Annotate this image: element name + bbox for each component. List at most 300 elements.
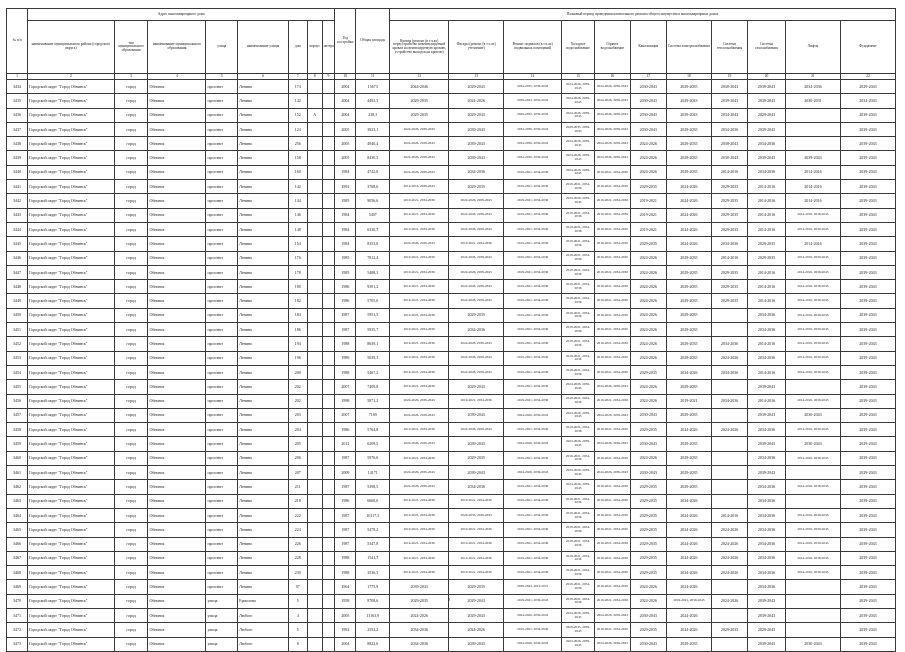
table-cell: Обнинск xyxy=(148,408,206,422)
table-cell: 2007 xyxy=(335,380,356,394)
table-cell: Обнинск xyxy=(148,280,206,294)
table-cell: Ленина xyxy=(238,194,289,208)
table-cell: город xyxy=(114,494,148,508)
table-cell: 2024-2026, 2039-2043 xyxy=(449,351,504,365)
table-row xyxy=(7,466,896,480)
table-cell: Городской округ "Город Обнинск" xyxy=(28,594,115,608)
column-number: 3 xyxy=(114,74,148,80)
table-cell: Городской округ "Город Обнинск" xyxy=(28,251,115,265)
table-cell: 2024-2026, 2039-2043 xyxy=(390,466,449,480)
table-cell xyxy=(307,608,322,622)
table-cell: 2034-2043 xyxy=(712,108,748,122)
column-number: 17 xyxy=(630,74,666,80)
table-cell: 2029-2035 xyxy=(747,237,785,251)
table-cell: 200 xyxy=(288,365,307,379)
table-row xyxy=(7,351,896,365)
table-cell xyxy=(307,637,322,651)
table-cell xyxy=(322,323,335,337)
table-cell: 2030-2043 xyxy=(630,408,666,422)
table-cell xyxy=(307,523,322,537)
column-number: 8 xyxy=(307,74,322,80)
table-cell: 2019-2021, 2034-2036 xyxy=(562,351,595,365)
table-cell: 2030-2043 xyxy=(630,108,666,122)
table-cell: 3434 xyxy=(7,80,28,94)
table-cell xyxy=(785,122,840,136)
table-cell: Ленина xyxy=(238,408,289,422)
table-cell: 2039-2043 xyxy=(840,365,895,379)
column-number: 1 xyxy=(7,74,28,80)
table-cell xyxy=(322,337,335,351)
table-cell: Городской округ "Город Обнинск" xyxy=(28,537,115,551)
table-cell: 2030-2043 xyxy=(630,80,666,94)
table-cell: 2029-2035 xyxy=(666,480,711,494)
table-cell xyxy=(322,208,335,222)
table-cell: Городской округ "Город Обнинск" xyxy=(28,551,115,565)
table-cell: Обнинск xyxy=(148,294,206,308)
table-cell: Ленина xyxy=(238,208,289,222)
table-cell: 2009 xyxy=(335,466,356,480)
table-cell: Городской округ "Город Обнинск" xyxy=(28,137,115,151)
table-cell: 2039-2043 xyxy=(747,594,785,608)
table-cell: 2044-2046 xyxy=(390,80,449,94)
table-cell: 2019-2021, 2034-2036 xyxy=(594,265,630,279)
table-cell: Обнинск xyxy=(148,608,206,622)
table-cell: город xyxy=(114,237,148,251)
table-cell: 3444 xyxy=(7,222,28,236)
table-cell: 2019-2021, 2034-2036 xyxy=(390,451,449,465)
table-row xyxy=(7,408,896,422)
table-cell xyxy=(307,480,322,494)
table-cell: 2019-2021 xyxy=(666,394,711,408)
table-cell: 2019-2021, 2034-2036 xyxy=(390,194,449,208)
table-cell xyxy=(307,294,322,308)
table-cell: Городской округ "Город Обнинск" xyxy=(28,94,115,108)
table-cell: 2019-2021, 2034-2036 xyxy=(594,551,630,565)
table-cell xyxy=(322,380,335,394)
table-cell: 97 xyxy=(288,580,307,594)
table-cell: 2019-2021, 2034-2036 xyxy=(562,537,595,551)
table-cell: 1958 xyxy=(335,594,356,608)
table-cell: 2029-2043 xyxy=(449,380,504,394)
table-cell: 2019-2021, 2034-2036 xyxy=(562,294,595,308)
table-cell: Обнинск xyxy=(148,466,206,480)
table-cell: 5976,6 xyxy=(356,451,390,465)
table-row xyxy=(7,437,896,451)
table-cell: Ленина xyxy=(238,137,289,151)
column-header: наименование муниципального района (городского округа) xyxy=(28,21,115,74)
table-cell xyxy=(307,251,322,265)
column-header: Фундамент xyxy=(840,21,895,74)
table-cell: 2024-2026, 2039-2043 xyxy=(449,365,504,379)
table-cell: 2039-2043 xyxy=(840,623,895,637)
table-cell: 2029-2043 xyxy=(747,623,785,637)
table-cell: Городской округ "Город Обнинск" xyxy=(28,523,115,537)
table-cell: 152 xyxy=(288,108,307,122)
table-cell: город xyxy=(114,151,148,165)
table-cell: Городской округ "Город Обнинск" xyxy=(28,122,115,136)
table-row xyxy=(7,508,896,522)
table-cell: 142 xyxy=(288,180,307,194)
table-cell: 2014-2016, 2039-2043 xyxy=(785,394,840,408)
table-cell: 2024-2026 xyxy=(449,623,504,637)
table-cell xyxy=(322,351,335,365)
table-cell: 2024-2026 xyxy=(712,566,748,580)
table-cell xyxy=(322,237,335,251)
table-cell: Городской округ "Город Обнинск" xyxy=(28,508,115,522)
table-cell: 2019-2021, 2034-2036 xyxy=(594,194,630,208)
table-row xyxy=(7,180,896,194)
table-cell: 1988 xyxy=(335,365,356,379)
table-cell xyxy=(307,551,322,565)
table-cell xyxy=(307,80,322,94)
table-cell: 1541,7 xyxy=(356,551,390,565)
table-cell: Ленина xyxy=(238,394,289,408)
column-number: 19 xyxy=(712,74,748,80)
table-cell: 2014-2016, 2039-2043 xyxy=(785,537,840,551)
table-cell: 2039-2043 xyxy=(840,265,895,279)
table-cell: 2030-2043 xyxy=(712,80,748,94)
table-cell: 2039-2043 xyxy=(840,508,895,522)
table-cell: Ермолова xyxy=(238,594,289,608)
table-cell xyxy=(712,451,748,465)
column-header: Ремонт подвалов (в т.ч.ах) подвальных помещений xyxy=(504,21,562,74)
table-cell: 2024-2026, 2039-2043 xyxy=(390,394,449,408)
table-cell: 2034-2036 xyxy=(712,394,748,408)
table-cell: 2034-2035, 2039-2043 xyxy=(504,80,562,94)
column-number: 5 xyxy=(206,74,238,80)
table-cell: 3447 xyxy=(7,265,28,279)
table-cell: 2024-2026 xyxy=(630,137,666,151)
table-cell: 2019-2021, 2034-2036 xyxy=(594,251,630,265)
table-cell: 178 xyxy=(288,265,307,279)
table-cell xyxy=(322,194,335,208)
table-cell: Городской округ "Город Обнинск" xyxy=(28,80,115,94)
table-cell: проспект xyxy=(206,194,238,208)
table-cell: Ленина xyxy=(238,351,289,365)
table-cell xyxy=(322,537,335,551)
table-cell: 2005 xyxy=(335,608,356,622)
table-cell: Обнинск xyxy=(148,566,206,580)
table-cell: 1985 xyxy=(335,265,356,279)
column-header: Лифты xyxy=(785,21,840,74)
table-cell: Городской округ "Город Обнинск" xyxy=(28,623,115,637)
column-header: Система электроснабжения xyxy=(666,21,711,74)
table-cell: город xyxy=(114,80,148,94)
table-cell: 2024-2026, 2039-2043 xyxy=(562,194,595,208)
table-cell xyxy=(307,237,322,251)
table-cell xyxy=(307,323,322,337)
table-cell: 3440 xyxy=(7,165,28,179)
table-cell: 3450 xyxy=(7,308,28,322)
table-cell: 2029-2035 xyxy=(630,365,666,379)
table-cell: 1998 xyxy=(335,394,356,408)
table-cell: 5408,3 xyxy=(356,265,390,279)
table-cell: проспект xyxy=(206,237,238,251)
table-cell: 2024-2026, 2039-2043 xyxy=(594,108,630,122)
table-cell: 3461 xyxy=(7,466,28,480)
column-header: Кровля (ремонт (в т.ч.ах) переустройство невентилируемой кровли на вентилируемую кровлю, устройство выходов на кровлю) xyxy=(390,21,449,74)
table-cell: Городской округ "Город Обнинск" xyxy=(28,180,115,194)
table-cell xyxy=(322,294,335,308)
table-row xyxy=(7,523,896,537)
table-cell: 2024-2026 xyxy=(666,551,711,565)
table-cell: 2029-2035 xyxy=(666,351,711,365)
table-cell: Ленина xyxy=(238,251,289,265)
table-cell xyxy=(322,108,335,122)
table-cell: 202 xyxy=(288,380,307,394)
table-cell: Любого xyxy=(238,623,289,637)
table-cell: 3441 xyxy=(7,180,28,194)
table-cell: 202 xyxy=(288,394,307,408)
table-row xyxy=(7,165,896,179)
table-cell: 1988 xyxy=(335,566,356,580)
table-cell: 1987 xyxy=(335,508,356,522)
table-cell: 1987 xyxy=(335,323,356,337)
table-cell: 1985 xyxy=(335,194,356,208)
table-cell: 3462 xyxy=(7,480,28,494)
table-cell: 2029-2032, 2039-2043 xyxy=(504,108,562,122)
table-cell: 11163,9 xyxy=(356,608,390,622)
table-cell: 2024-2026, 2039-2043 xyxy=(562,165,595,179)
table-cell: проспект xyxy=(206,508,238,522)
table-row xyxy=(7,594,896,608)
table-cell: 2034-2036 xyxy=(747,451,785,465)
table-cell: 2014-2016, 2039-2043 xyxy=(785,523,840,537)
table-cell: 2029-2035 xyxy=(712,180,748,194)
table-cell: 5407 xyxy=(356,208,390,222)
table-cell: 1987 xyxy=(335,308,356,322)
table-row xyxy=(7,451,896,465)
table-cell: 2019-2021, 2034-2036 xyxy=(504,265,562,279)
table-cell: 1964 xyxy=(335,580,356,594)
table-cell: 3456 xyxy=(7,394,28,408)
table-cell: 2019-2021, 2034-2036 xyxy=(504,480,562,494)
table-cell: 2024-2026 xyxy=(666,237,711,251)
table-cell: проспект xyxy=(206,566,238,580)
table-cell: 2019-2021, 2034-2036 xyxy=(562,237,595,251)
table-cell xyxy=(307,394,322,408)
table-cell: Городской округ "Город Обнинск" xyxy=(28,280,115,294)
table-cell: 3472 xyxy=(7,623,28,637)
table-cell: 1988 xyxy=(335,337,356,351)
table-cell xyxy=(322,466,335,480)
table-cell: Обнинск xyxy=(148,580,206,594)
table-cell: 2029-2035 xyxy=(630,551,666,565)
page-number: 2 xyxy=(448,597,450,602)
table-cell: 1992 xyxy=(335,623,356,637)
table-cell: 2029-2035, 2039-2043 xyxy=(562,623,595,637)
table-cell: 6660,6 xyxy=(356,494,390,508)
table-cell: 3435 xyxy=(7,94,28,108)
table-cell: 2019-2021, 2034-2036 xyxy=(449,566,504,580)
table-cell: 7812,4 xyxy=(356,251,390,265)
table-cell: 2019-2021, 2034-2036 xyxy=(504,280,562,294)
table-cell: 2024-2026, 2039-2043 xyxy=(562,637,595,651)
table-cell xyxy=(785,494,840,508)
table-cell: проспект xyxy=(206,365,238,379)
table-cell: город xyxy=(114,580,148,594)
table-cell: 2019-2021, 2034-2036 xyxy=(390,423,449,437)
table-cell: Обнинск xyxy=(148,437,206,451)
table-cell: 2024-2026 xyxy=(666,494,711,508)
table-cell: 2039-2043 xyxy=(747,122,785,136)
table-cell: 2034-2036 xyxy=(390,637,449,651)
table-cell: 2024-2026 xyxy=(630,251,666,265)
table-cell: 1987 xyxy=(335,537,356,551)
table-cell xyxy=(307,137,322,151)
table-cell: 2007 xyxy=(335,408,356,422)
table-cell: 2034-2036, 2039-2043 xyxy=(504,137,562,151)
table-cell: город xyxy=(114,165,148,179)
table-cell: проспект xyxy=(206,580,238,594)
table-cell: 2024-2026, 2039-2043 xyxy=(594,151,630,165)
table-cell: 4742,8 xyxy=(356,165,390,179)
table-cell: город xyxy=(114,265,148,279)
table-cell: 196 xyxy=(288,351,307,365)
table-cell: 2019-2021, 2034-2036 xyxy=(594,537,630,551)
table-cell: Обнинск xyxy=(148,523,206,537)
table-cell: 2030-2043 xyxy=(630,437,666,451)
table-row xyxy=(7,623,896,637)
table-cell: 2005 xyxy=(335,137,356,151)
table-cell: 2030-2043 xyxy=(712,137,748,151)
table-cell: 2014-2016, 2039-2043 xyxy=(785,365,840,379)
table-cell: проспект xyxy=(206,394,238,408)
table-cell: 3469 xyxy=(7,580,28,594)
table-cell: Ленина xyxy=(238,308,289,322)
table-cell xyxy=(712,308,748,322)
table-cell: 2024-2026, 2039-2043 xyxy=(562,137,595,151)
table-cell: Ленина xyxy=(238,165,289,179)
table-cell: 2024-2026, 2039-2043 xyxy=(449,194,504,208)
table-cell: 2014-2016 xyxy=(712,165,748,179)
table-cell xyxy=(322,165,335,179)
table-cell: Обнинск xyxy=(148,137,206,151)
table-cell xyxy=(307,151,322,165)
table-cell: 2014-2016 xyxy=(712,251,748,265)
table-cell: 2019-2021, 2034-2036 xyxy=(594,580,630,594)
table-cell: 2019-2021, 2034-2036 xyxy=(390,251,449,265)
table-cell xyxy=(322,122,335,136)
table-cell: 2019-2021, 2034-2036 xyxy=(504,337,562,351)
table-cell: 2024-2026 xyxy=(666,523,711,537)
column-number: 18 xyxy=(666,74,711,80)
table-cell: город xyxy=(114,308,148,322)
table-cell: город xyxy=(114,137,148,151)
table-cell: 160 xyxy=(288,165,307,179)
table-cell: 2019-2021, 2034-2036 xyxy=(562,551,595,565)
table-cell: 2034-2036 xyxy=(449,480,504,494)
table-cell: Ленина xyxy=(238,180,289,194)
table-cell: 2019-2021, 2034-2036 xyxy=(504,208,562,222)
table-cell xyxy=(322,523,335,537)
table-cell: 2039-2043 xyxy=(840,194,895,208)
table-cell: 2024-2026 xyxy=(630,294,666,308)
table-cell: Обнинск xyxy=(148,122,206,136)
table-cell xyxy=(307,623,322,637)
table-cell: 2030-2043 xyxy=(785,408,840,422)
table-row xyxy=(7,251,896,265)
table-cell: 2019-2021 xyxy=(630,194,666,208)
table-cell xyxy=(322,365,335,379)
table-cell: 2024-2026, 2039-2043 xyxy=(594,380,630,394)
table-cell: 8430,5 xyxy=(356,151,390,165)
table-cell: город xyxy=(114,423,148,437)
table-cell: 3455 xyxy=(7,380,28,394)
table-cell xyxy=(322,137,335,151)
column-number: 16 xyxy=(594,74,630,80)
table-cell: 2024-2026, 2039-2043 xyxy=(562,94,595,108)
table-cell: Ленина xyxy=(238,337,289,351)
table-cell: 2024-2026, 2039-2043 xyxy=(390,165,449,179)
table-cell: 2019-2021, 2034-2036 xyxy=(562,594,595,608)
table-cell: 2034-2036 xyxy=(747,480,785,494)
table-cell: 2029-2035 xyxy=(630,237,666,251)
table-cell: 186 xyxy=(288,323,307,337)
table-cell: проспект xyxy=(206,423,238,437)
table-cell: 3443 xyxy=(7,208,28,222)
table-row xyxy=(7,480,896,494)
table-cell: 2024-2026, 2039-2043 xyxy=(504,466,562,480)
table-cell: город xyxy=(114,337,148,351)
table-cell: 2024-2026 xyxy=(630,451,666,465)
table-cell: 2029-2035 xyxy=(630,508,666,522)
table-cell: 3768,6 xyxy=(356,180,390,194)
table-cell: 2024-2026, 2039-2043 xyxy=(594,608,630,622)
table-cell: 2019-2021, 2034-2036 xyxy=(504,451,562,465)
table-cell: 1985 xyxy=(335,251,356,265)
table-cell: 2019-2021, 2034-2036 xyxy=(504,194,562,208)
table-cell: 2014-2016, 2039-2043 xyxy=(785,294,840,308)
table-cell: Обнинск xyxy=(148,323,206,337)
table-cell: 2039-2043 xyxy=(449,137,504,151)
table-cell xyxy=(307,194,322,208)
table-cell: Городской округ "Город Обнинск" xyxy=(28,580,115,594)
table-cell: 2039-2043 xyxy=(840,208,895,222)
table-cell: 2024-2026, 2039-2043 xyxy=(562,408,595,422)
table-cell: 2552,2 xyxy=(356,623,390,637)
table-cell: Обнинск xyxy=(148,594,206,608)
table-cell: 2019-2021, 2034-2036 xyxy=(562,180,595,194)
table-cell: 2019-2021, 2034-2036 xyxy=(594,308,630,322)
table-cell: 8 xyxy=(288,637,307,651)
table-cell: Городской округ "Город Обнинск" xyxy=(28,308,115,322)
table-cell: 2019-2021, 2034-2036 xyxy=(449,537,504,551)
table-cell: 2034-2036 xyxy=(747,551,785,565)
table-cell: 5 xyxy=(288,594,307,608)
table-cell: 4940,4 xyxy=(356,137,390,151)
table-cell: 2024-2026, 2039-2043 xyxy=(594,437,630,451)
table-cell: 2029-2035 xyxy=(666,265,711,279)
table-cell: 2039-2043 xyxy=(840,237,895,251)
table-cell: Обнинск xyxy=(148,423,206,437)
table-cell: проспект xyxy=(206,466,238,480)
table-cell: 2014-2016, 2039-2043 xyxy=(785,251,840,265)
table-cell: 3536,3 xyxy=(356,566,390,580)
table-cell: 2019-2021 xyxy=(630,208,666,222)
table-cell: 194 xyxy=(288,337,307,351)
table-cell: 2034-2036, 2039-2043 xyxy=(504,151,562,165)
table-cell: 2024-2026, 2039-2043 xyxy=(594,94,630,108)
table-cell xyxy=(307,494,322,508)
table-cell: 2019-2021, 2034-2036 xyxy=(562,580,595,594)
table-cell xyxy=(307,408,322,422)
table-cell xyxy=(322,151,335,165)
table-cell: 2005 xyxy=(335,122,356,136)
table-cell: 2014-2016 xyxy=(747,180,785,194)
table-cell: проспект xyxy=(206,180,238,194)
table-row xyxy=(7,151,896,165)
